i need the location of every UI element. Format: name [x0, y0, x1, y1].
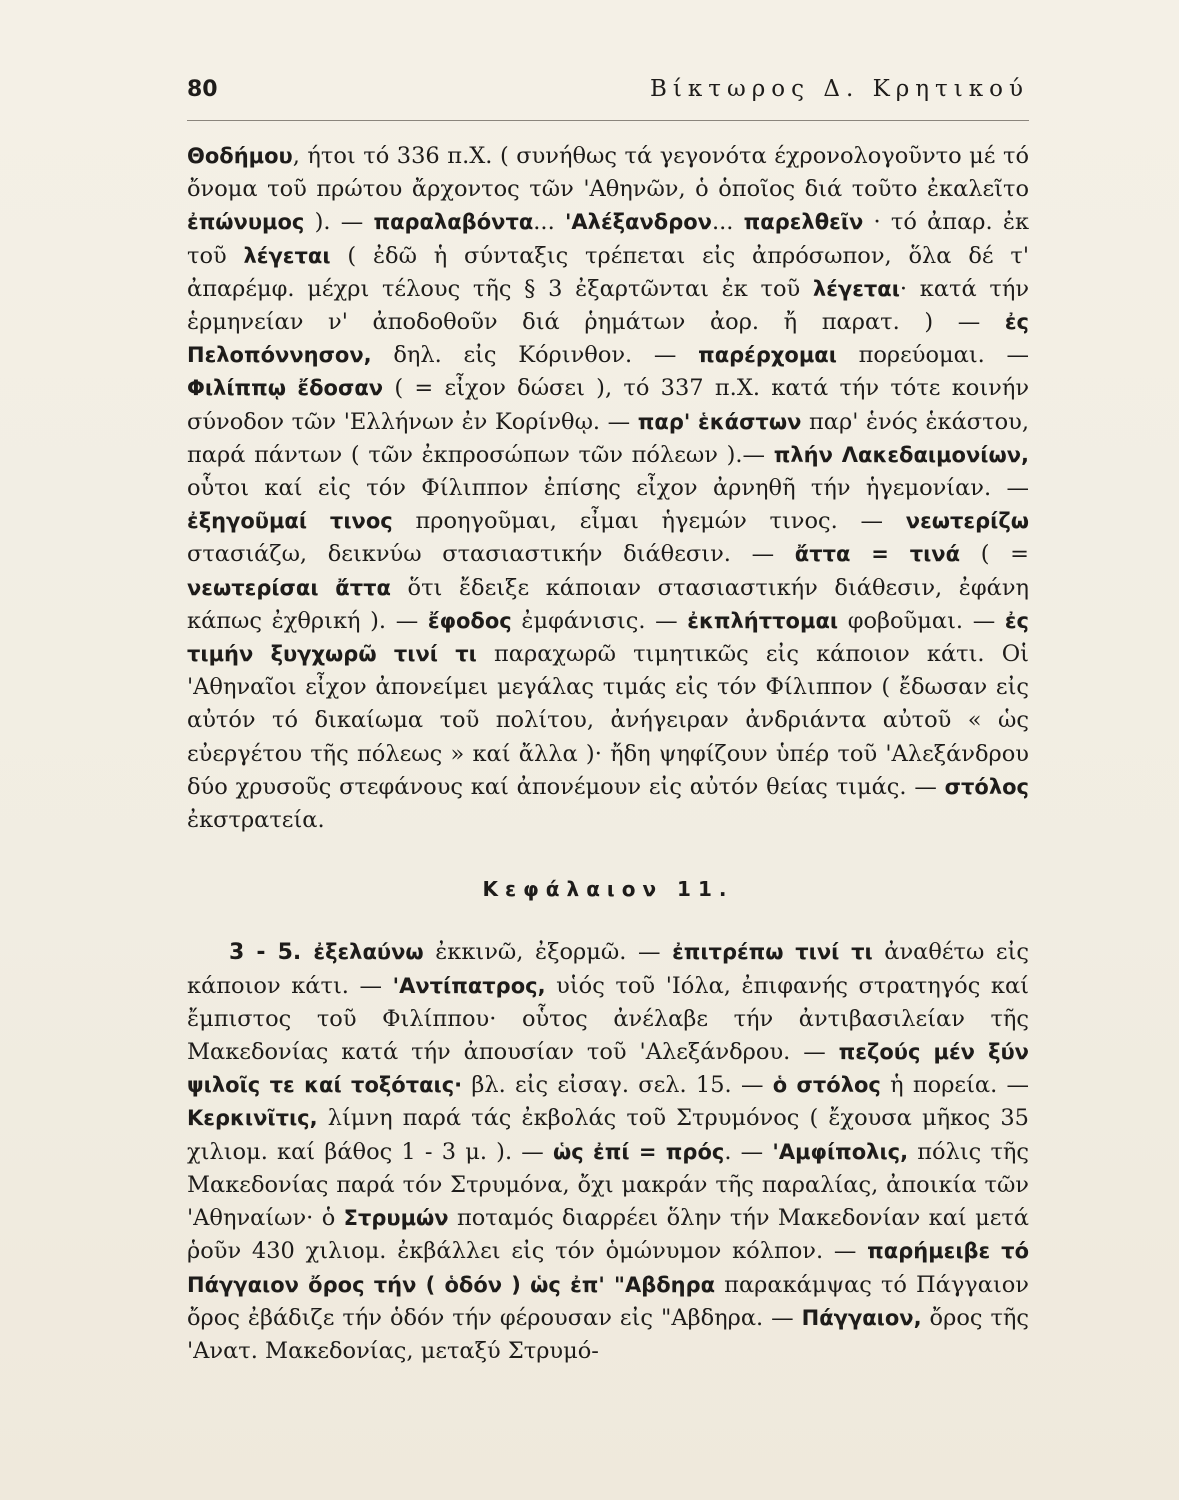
- gloss-text: παραχωρῶ τιμητικῶς εἰς κάποιον κάτι. Οἱ 'Αθηναῖοι εἶχον ἀπονείμει μεγάλας τιμάς εἰς τόν Φίλιππον ( ἔδωσαν εἰς αὐτόν τό δικαίωμα τοῦ πολίτου, ἀνήγειραν ἀνδριάντα αὐτοῦ « ὡς εὐεργέτου τῆς πόλεως » καί ἄλλα )· ἤδη ψηφίζουν ὑπέρ τοῦ 'Αλεξάνδρου δύο χρυσοῦς στεφάνους καί ἀπονέμουν εἰς αὐτόν θείας τιμάς. —: [187, 641, 1029, 800]
- gloss-text: φοβοῦμαι. —: [838, 607, 1005, 634]
- lemma-term: νεωτερίσαι ἄττα: [187, 575, 391, 600]
- gloss-text: ( = εἶχον δώσει ), τό 337 π.Χ. κατά τήν τότε κοινήν σύνοδον τῶν 'Ελλήνων ἐν Κορίνθῳ. —: [187, 375, 1029, 435]
- gloss-text: στασιάζω, δεικνύω στασιαστικήν διάθεσιν. —: [187, 541, 795, 568]
- lemma-term: παραλαβόντα: [373, 210, 534, 235]
- commentary-body: [187, 140, 1029, 1368]
- commentary-paragraph-1: [187, 140, 1029, 837]
- gloss-text: παρακάμψας τό Πάγγαιον ὄρος ἐβάδιζε τήν ὁδόν τήν φέρουσαν εἰς "Αβδηρα. —: [187, 1271, 1029, 1331]
- lemma-term: ὁ στόλος: [772, 1073, 881, 1098]
- lemma-term: πλήν Λακεδαιμονίων,: [773, 442, 1029, 467]
- gloss-text: ( ἐδῶ ἡ σύνταξις τρέπεται εἰς ἀπρόσωπον, ὅλα δέ τ' ἀπαρέμφ. μέχρι τέλους τῆς § 3 ἐξαρτῶνται ἐκ τοῦ: [187, 242, 1030, 302]
- lemma-term: ἐπιτρέπω τινί τι: [672, 940, 873, 965]
- lemma-term: 'Αμφίπολις,: [772, 1139, 909, 1164]
- gloss-text: ἐκστρατεία.: [187, 807, 325, 834]
- gloss-text: υἱός τοῦ 'Ιόλα, ἐπιφανής στρατηγός καί ἔμπιστος τοῦ Φιλίππου· οὗτος ἀνέλαβε τήν ἀντιβασιλείαν τῆς Μακεδονίας κατά τήν ἀπουσίαν τοῦ 'Αλεξάνδρου. —: [187, 972, 1029, 1066]
- lemma-term: 'Αντίπατρος,: [392, 973, 546, 998]
- gloss-text: ἀναθέτω εἰς κάποιον κάτι. —: [187, 939, 1030, 999]
- gloss-text: , ήτοι τό 336 π.Χ. ( συνήθως τά γεγονότα έχρονολογοῦντο μέ τό ὄνομα τοῦ πρώτου ἄρχοντος τῶν 'Αθηνῶν, ὁ ὁποῖος διά τοῦτο ἐκαλεῖτο: [187, 143, 1029, 203]
- gloss-text: · τό ἀπαρ. ἐκ τοῦ: [187, 209, 1030, 269]
- lemma-term: Φιλίππῳ ἔδοσαν: [187, 376, 384, 401]
- page-header: [187, 76, 1029, 102]
- lemma-term: ἐς τιμήν ξυγχωρῶ τινί τι: [187, 608, 1029, 667]
- gloss-text: ποταμός διαρρέει ὅλην τήν Μακεδονίαν καί μετά ῥοῦν 430 χιλιομ. ἐκβάλλει εἰς τόν ὁμώνυμον κόλπον. —: [187, 1205, 1030, 1265]
- lemma-term: Θοδήμου: [187, 144, 293, 168]
- running-head: Βίκτωρος Δ. Κρητικού: [650, 76, 1029, 102]
- lemma-term: Κερκινῖτις,: [187, 1106, 318, 1131]
- gloss-text: πορεύομαι. —: [836, 342, 1029, 369]
- lemma-term: παρέρχομαι: [698, 343, 837, 368]
- chapter-heading: Κεφάλαιον 11.: [482, 877, 734, 902]
- lemma-term: νεωτερίζω: [905, 509, 1029, 534]
- gloss-text: ἐκκινῶ, ἐξορμῶ. —: [423, 939, 673, 966]
- gloss-text: πόλις τῆς Μακεδονίας παρά τόν Στρυμόνα, ὄχι μακράν τῆς παραλίας, ἀποικία τῶν 'Αθηναίων· ὁ: [187, 1138, 1030, 1232]
- gloss-text: προηγοῦμαι, εἶμαι ἡγεμών τινος. —: [392, 508, 906, 535]
- lemma-term: ἐκπλήττομαι: [687, 608, 839, 633]
- gloss-text: ...: [533, 209, 565, 236]
- gloss-text: ...: [711, 209, 744, 236]
- lemma-term: λέγεται: [812, 276, 900, 301]
- lemma-term: ὡς ἐπί = πρός: [552, 1139, 725, 1164]
- gloss-text: δηλ. εἰς Κόρινθον. —: [371, 342, 699, 369]
- gloss-text: . —: [724, 1138, 773, 1165]
- gloss-text: ). —: [304, 209, 374, 236]
- gloss-text: · κατά τήν ἑρμηνείαν ν' ἀποδοθοῦν διά ῥημάτων ἀορ. ἤ παρατ. ) —: [187, 275, 1029, 336]
- gloss-text: παρ' ἑνός ἑκάστου, παρά πάντων ( τῶν ἐκπροσώπων τῶν πόλεων ).—: [187, 408, 1029, 468]
- gloss-text: λίμνη παρά τάς ἐκβολάς τοῦ Στρυμόνος ( ἔχουσα μῆκος 35 χιλιομ. καί βάθος 1 - 3 μ. ). —: [187, 1105, 1029, 1165]
- commentary-paragraph-2: [187, 936, 1029, 1368]
- lemma-term: παρελθεῖν: [743, 210, 864, 235]
- lemma-term: στόλος: [944, 774, 1029, 799]
- lemma-term: ἐξελαύνω: [313, 940, 424, 965]
- page-number: 80: [187, 77, 218, 102]
- header-rule: [187, 120, 1029, 121]
- lemma-term: ἐπώνυμος: [187, 210, 305, 235]
- lemma-term: ἄττα = τινά: [794, 542, 961, 567]
- section-number: 3 - 5.: [229, 940, 314, 966]
- lemma-term: ἐξηγοῦμαί τινος: [187, 509, 393, 534]
- gloss-text: ἐμφάνισις. —: [511, 607, 688, 634]
- gloss-text: ὅτι ἔδειξε κάποιαν στασιαστικήν διάθεσιν, ἐφάνη κάπως ἐχθρική ). —: [187, 574, 1029, 634]
- lemma-term: Πάγγαιον,: [801, 1305, 922, 1330]
- lemma-term: Στρυμών: [343, 1206, 449, 1231]
- lemma-term: λέγεται: [243, 243, 331, 268]
- lemma-term: 'Αλέξανδρον: [564, 210, 712, 235]
- lemma-term: παρήμειβε τό Πάγγαιον ὄρος τήν ( ὁδόν ) ὡς ἐπ' "Αβδηρα: [187, 1239, 1029, 1297]
- gloss-text: βλ. εἰς εἰσαγ. σελ. 15. —: [462, 1072, 773, 1099]
- lemma-term: παρ' ἑκάστων: [637, 409, 802, 434]
- gloss-text: ὄρος τῆς 'Ανατ. Μακεδονίας, μεταξύ Στρυμό-: [187, 1304, 1029, 1364]
- gloss-text: οὗτοι καί εἰς τόν Φίλιππον ἐπίσης εἶχον ἀρνηθῆ τήν ἡγεμονίαν. —: [187, 475, 1029, 502]
- lemma-term: ἔφοδος: [427, 608, 512, 633]
- gloss-text: ( =: [960, 541, 1030, 568]
- gloss-text: ἡ πορεία. —: [880, 1072, 1029, 1099]
- lemma-term: ἐς Πελοπόννησον,: [187, 310, 1029, 368]
- lemma-term: πεζούς μέν ξύν ψιλοῖς τε καί τοξόταις·: [187, 1040, 1029, 1098]
